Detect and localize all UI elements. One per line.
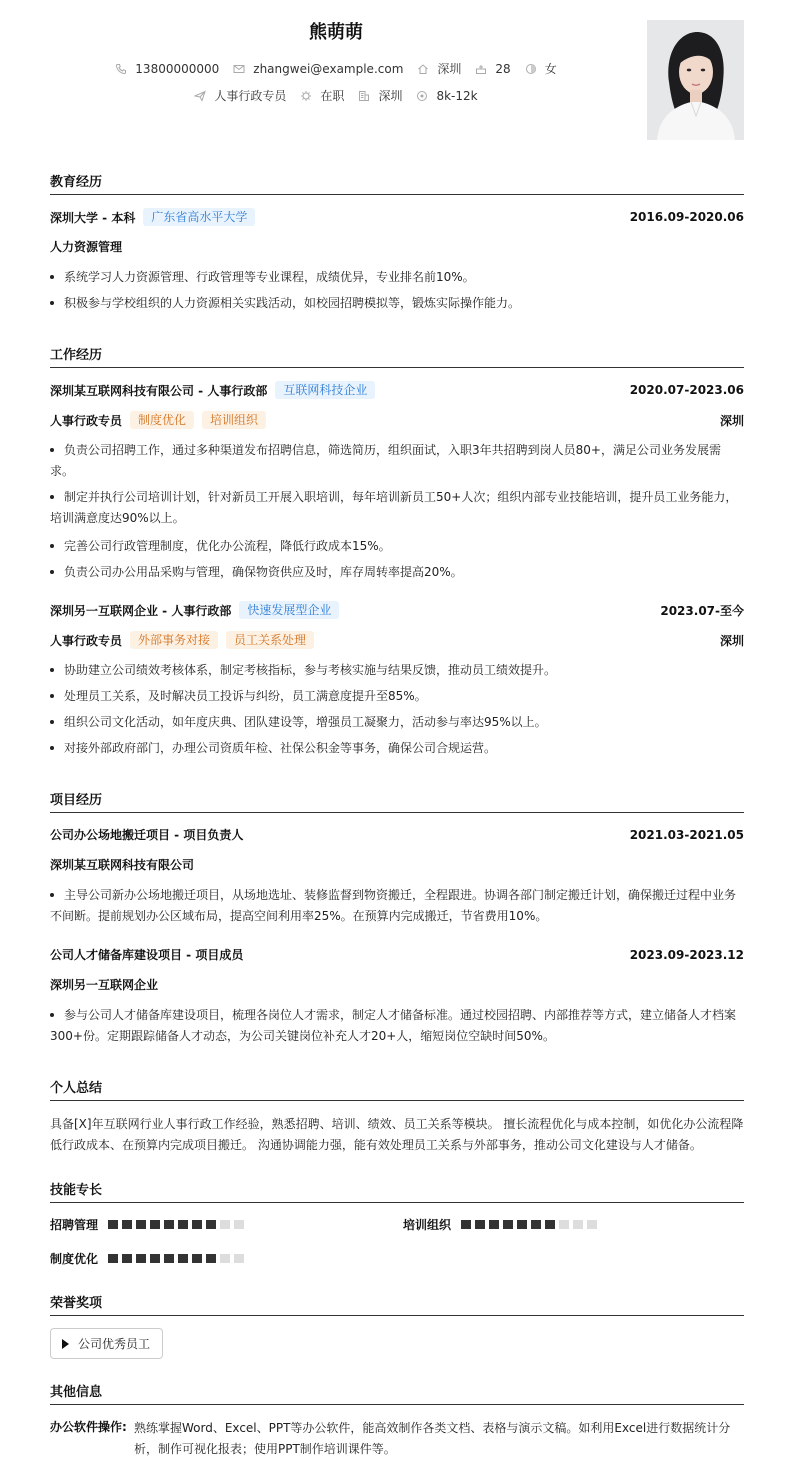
role-tag: 培训组织 (202, 411, 266, 429)
role-tag: 员工关系处理 (226, 631, 314, 649)
skill-block-filled (122, 1220, 132, 1229)
section-title-work: 工作经历 (50, 344, 744, 368)
target-position (194, 87, 286, 104)
section-title-summary: 个人总结 (50, 1077, 744, 1101)
profile-photo (647, 20, 744, 140)
job-role-row (50, 411, 744, 429)
award-label: 公司优秀员工 (78, 1337, 151, 1351)
job-city: 深圳 (719, 413, 744, 428)
project-name: 公司办公场地搬迁项目 - 项目负责人 (50, 828, 244, 842)
list-item: 组织公司文化活动，如年度庆典、团队建设等，增强员工凝聚力，活动参与率达95%以上。 (50, 712, 744, 733)
education-major-row (50, 238, 744, 255)
status-icon (300, 90, 312, 102)
skill-block-filled (178, 1254, 188, 1263)
school-tag: 广东省高水平大学 (143, 208, 255, 226)
phone-icon (115, 63, 127, 75)
skill-block-filled (489, 1220, 499, 1229)
skill-item (403, 1216, 601, 1233)
job-city: 深圳 (719, 633, 744, 648)
project-org: 深圳某互联网科技有限公司 (50, 858, 195, 872)
list-item: 系统学习人力资源管理、行政管理等专业课程，成绩优异，专业排名前10%。 (50, 267, 744, 288)
target-city (358, 87, 402, 104)
other-info-label: 办公软件操作: (50, 1420, 127, 1434)
company-tag: 互联网科技企业 (275, 381, 375, 399)
project-date: 2023.09-2023.12 (629, 947, 744, 962)
company-name: 深圳另一互联网企业 - 人事行政部 (50, 603, 232, 618)
skill-level-bar (461, 1220, 601, 1229)
list-item: 主导公司新办公场地搬迁项目，从场地选址、装修监督到物资搬迁，全程跟进。协调各部门制定搬迁计划，确保搬迁过程中业务不间断。提前规划办公区域布局，提高空间利用率25%。在预算内完成搬迁，节省费用10%。 (50, 888, 737, 923)
contact-row-secondary (50, 87, 622, 104)
gender: 女 (544, 62, 557, 76)
skill-block-empty (220, 1254, 230, 1263)
contact-phone (115, 62, 219, 76)
project-header (50, 826, 744, 843)
skill-block-empty (573, 1220, 583, 1229)
skill-block-empty (559, 1220, 569, 1229)
section-title-skills: 技能专长 (50, 1179, 744, 1203)
mail-icon (233, 63, 245, 75)
project-org-row (50, 976, 744, 993)
skill-block-filled (108, 1254, 118, 1263)
email-address: zhangwei@example.com (253, 61, 404, 76)
salary-icon (416, 90, 428, 102)
skill-block-filled (164, 1254, 174, 1263)
job-header (50, 381, 744, 399)
skill-name: 制度优化 (50, 1252, 99, 1266)
education-header (50, 208, 744, 226)
skill-block-filled (475, 1220, 485, 1229)
job-role: 人事行政专员 (50, 633, 123, 648)
skill-block-filled (150, 1254, 160, 1263)
skill-block-filled (503, 1220, 513, 1229)
skill-name: 招聘管理 (50, 1218, 99, 1232)
education-date: 2016.09-2020.06 (629, 210, 744, 224)
status-text: 在职 (320, 89, 345, 103)
school-name: 深圳大学 - 本科 (50, 210, 136, 225)
city: 深圳 (437, 62, 462, 76)
project-header (50, 946, 744, 963)
job-role-row (50, 631, 744, 649)
skill-block-filled (178, 1220, 188, 1229)
home-icon (417, 63, 429, 75)
skill-block-filled (108, 1220, 118, 1229)
other-info-text: 熟练掌握Word、Excel、PPT等办公软件，能高效制作各类文档、表格与演示文稿。如利用Excel进行数据统计分析，制作可视化报表；使用PPT制作培训课件等。 (134, 1421, 731, 1456)
position-text: 人事行政专员 (214, 89, 287, 103)
skill-block-filled (150, 1220, 160, 1229)
job-header (50, 601, 744, 619)
section-title-other: 其他信息 (50, 1381, 744, 1405)
list-item: 处理员工关系，及时解决员工投诉与纠纷，员工满意度提升至85%。 (50, 686, 744, 707)
project-name: 公司人才储备库建设项目 - 项目成员 (50, 948, 244, 962)
contact-email (233, 62, 403, 76)
skill-block-filled (192, 1220, 202, 1229)
skill-item (50, 1250, 248, 1267)
job-status (300, 87, 344, 104)
list-item: 协助建立公司绩效考核体系，制定考核指标，参与考核实施与结果反馈，推动员工绩效提升。 (50, 660, 744, 681)
list-item: 负责公司办公用品采购与管理，确保物资供应及时，库存周转率提高20%。 (50, 562, 744, 583)
job-date: 2020.07-2023.06 (629, 383, 744, 397)
summary-text: 具备[X]年互联网行业人事行政工作经验，熟悉招聘、培训、绩效、员工关系等模块。 擅长流程优化与成本控制，如优化办公流程降低行政成本、在预算内完成项目搬迁。 沟通协调能力强，能有效处理员工关系与外部事务，推动公司文化建设与人才储备。 (50, 1117, 744, 1152)
role-tag: 外部事务对接 (130, 631, 218, 649)
building-icon (358, 90, 370, 102)
skill-block-filled (531, 1220, 541, 1229)
job-date: 2023.07-至今 (660, 603, 744, 618)
expected-salary (416, 89, 477, 103)
project-org: 深圳另一互联网企业 (50, 978, 159, 992)
contact-gender (525, 60, 557, 77)
list-item: 对接外部政府部门，办理公司资质年检、社保公积金等事务，确保公司合规运营。 (50, 738, 744, 759)
skill-block-filled (136, 1254, 146, 1263)
skill-block-filled (136, 1220, 146, 1229)
skill-item (50, 1216, 248, 1233)
contact-age (475, 62, 510, 76)
company-tag: 快速发展型企业 (239, 601, 339, 619)
section-title-projects: 项目经历 (50, 789, 744, 813)
age: 28 (495, 61, 511, 76)
target-city-text: 深圳 (378, 89, 403, 103)
play-triangle-icon (62, 1339, 69, 1349)
project-org-row (50, 856, 744, 873)
list-item: 完善公司行政管理制度，优化办公流程，降低行政成本15%。 (50, 536, 744, 557)
list-item: 制定并执行公司培训计划，针对新员工开展入职培训，每年培训新员工50+人次；组织内部专业技能培训，提升员工业务能力，培训满意度达90%以上。 (50, 490, 738, 525)
skill-block-filled (192, 1254, 202, 1263)
skill-block-empty (587, 1220, 597, 1229)
role-tag: 制度优化 (130, 411, 194, 429)
list-item: 参与公司人才储备库建设项目，梳理各岗位人才需求，制定人才储备标准。通过校园招聘、内部推荐等方式，建立储备人才档案300+份。定期跟踪储备人才动态，为公司关键岗位补充人才20+人，缩短岗位空缺时间50%。 (50, 1008, 737, 1043)
job-role: 人事行政专员 (50, 413, 123, 428)
project-date: 2021.03-2021.05 (629, 827, 744, 842)
list-item: 积极参与学校组织的人力资源相关实践活动，如校园招聘模拟等，锻炼实际操作能力。 (50, 293, 744, 314)
send-icon (194, 90, 206, 102)
gender-icon (525, 63, 537, 75)
section-title-education: 教育经历 (50, 171, 744, 195)
skill-block-filled (164, 1220, 174, 1229)
skill-block-filled (122, 1254, 132, 1263)
major: 人力资源管理 (50, 240, 123, 254)
skill-level-bar (108, 1220, 248, 1229)
contact-city (417, 60, 461, 77)
candidate-name: 熊萌萌 (309, 22, 363, 43)
phone-number: 13800000000 (135, 61, 220, 76)
skill-level-bar (108, 1254, 248, 1263)
list-item: 负责公司招聘工作，通过多种渠道发布招聘信息，筛选简历，组织面试，入职3年共招聘到岗人员80+，满足公司业务发展需求。 (50, 443, 721, 478)
contact-row-primary (50, 60, 622, 77)
skill-block-empty (220, 1220, 230, 1229)
skill-block-filled (206, 1254, 216, 1263)
company-name: 深圳某互联网科技有限公司 - 人事行政部 (50, 383, 268, 398)
skill-block-filled (461, 1220, 471, 1229)
skill-block-filled (545, 1220, 555, 1229)
skill-block-empty (234, 1254, 244, 1263)
skill-name: 培训组织 (403, 1218, 452, 1232)
award-item[interactable] (50, 1328, 163, 1359)
section-title-awards: 荣誉奖项 (50, 1292, 744, 1316)
skill-block-filled (206, 1220, 216, 1229)
age-icon (475, 63, 487, 75)
skill-block-empty (234, 1220, 244, 1229)
salary-text: 8k-12k (436, 88, 478, 103)
skill-block-filled (517, 1220, 527, 1229)
